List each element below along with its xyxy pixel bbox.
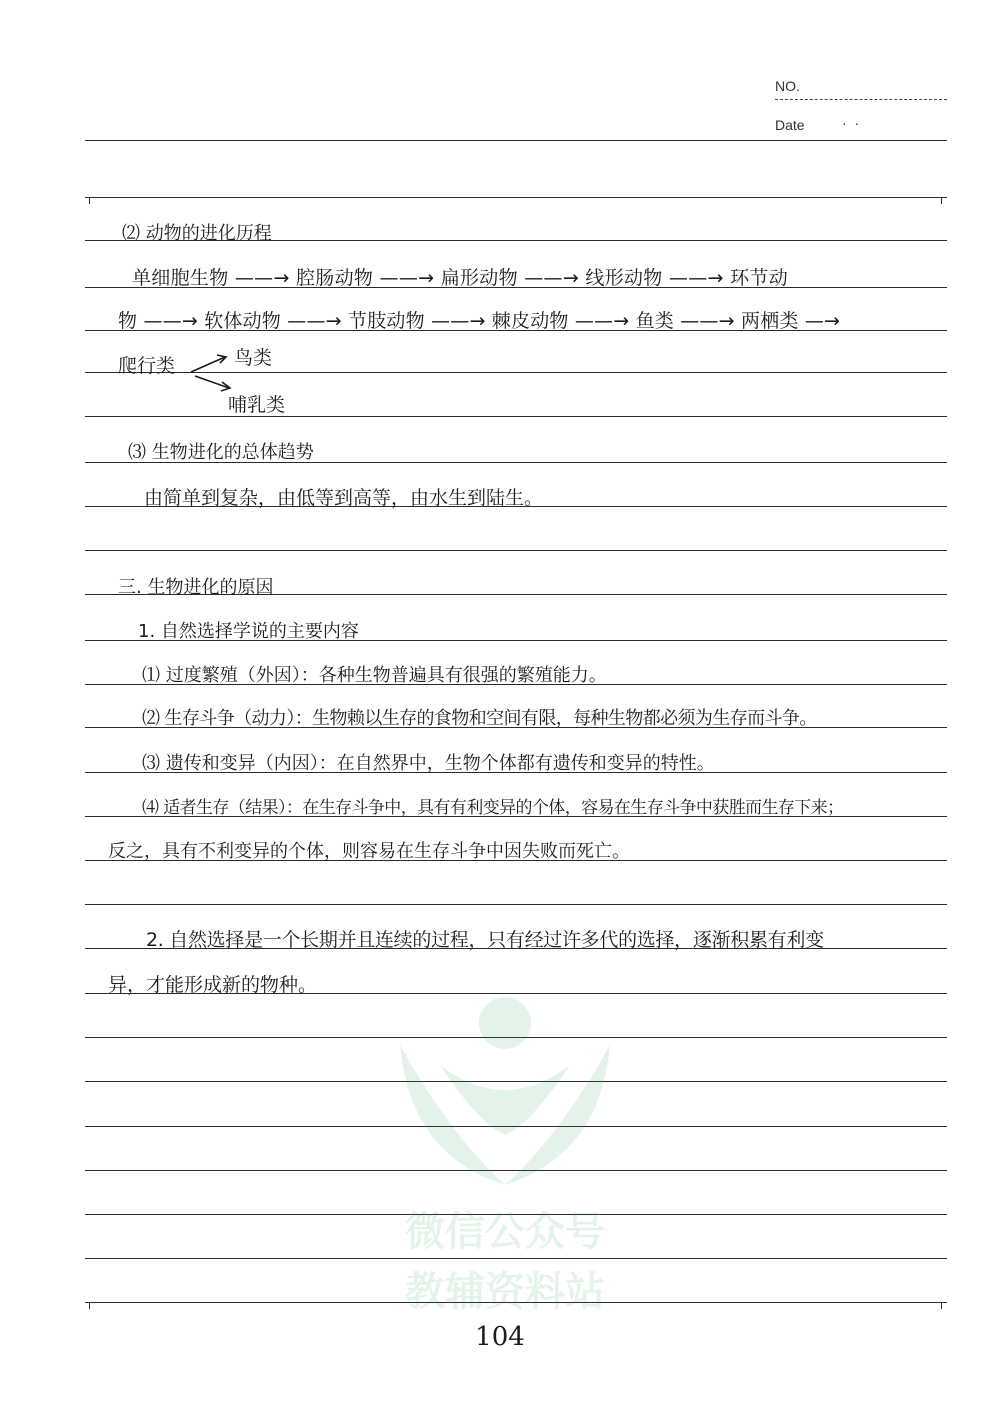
reptile-label: 爬行类 xyxy=(118,355,176,377)
evolution-line2: 物 ——→ 软体动物 ——→ 节肢动物 ——→ 棘皮动物 ——→ 鱼类 ——→ 两栖类 —→ xyxy=(118,310,841,332)
watermark-logo xyxy=(380,985,630,1315)
item3-heredity-variation: ⑶ 遗传和变异（内因）：在自然界中，生物个体都有遗传和变异的特性。 xyxy=(142,753,715,774)
no-label: NO. xyxy=(775,78,800,94)
bird-label: 鸟类 xyxy=(234,347,273,369)
sub2-line1: 2. 自然选择是一个长期并且连续的过程，只有经过许多代的选择，逐渐积累有利变 xyxy=(146,929,824,951)
branch-arrows-icon xyxy=(189,352,233,392)
sprout-logo-icon xyxy=(380,985,630,1195)
item1-overproduction: ⑴ 过度繁殖（外因）：各种生物普遍具有很强的繁殖能力。 xyxy=(142,665,607,686)
section3-title: ⑶ 生物进化的总体趋势 xyxy=(128,442,314,463)
part3-title: 三. 生物进化的原因 xyxy=(118,577,274,598)
date-dots: · · xyxy=(842,115,862,131)
item4-line2: 反之，具有不利变异的个体，则容易在生存斗争中因失败而死亡。 xyxy=(108,841,630,862)
no-dotted-line xyxy=(775,99,947,100)
sub1-title: 1. 自然选择学说的主要内容 xyxy=(138,621,359,642)
section2-title: ⑵ 动物的进化历程 xyxy=(122,223,272,244)
item4-line1: ⑷ 适者生存（结果）：在生存斗争中，具有有利变异的个体，容易在生存斗争中获胜而生存下来； xyxy=(142,798,844,818)
mammal-label: 哺乳类 xyxy=(228,394,286,416)
watermark-line2: 教辅资料站 xyxy=(405,1269,605,1315)
page-number: 104 xyxy=(475,1322,525,1352)
evolution-line1: 单细胞生物 ——→ 腔肠动物 ——→ 扁形动物 ——→ 线形动物 ——→ 环节动 xyxy=(132,267,788,289)
section3-body: 由简单到复杂，由低等到高等，由水生到陆生。 xyxy=(144,487,544,509)
item2-struggle: ⑵ 生存斗争（动力）：生物赖以生存的食物和空间有限，每种生物都必须为生存而斗争。 xyxy=(142,708,817,729)
watermark-line1: 微信公众号 xyxy=(405,1209,605,1255)
date-label: Date xyxy=(775,117,805,133)
sub2-line2: 异，才能形成新的物种。 xyxy=(108,974,318,996)
